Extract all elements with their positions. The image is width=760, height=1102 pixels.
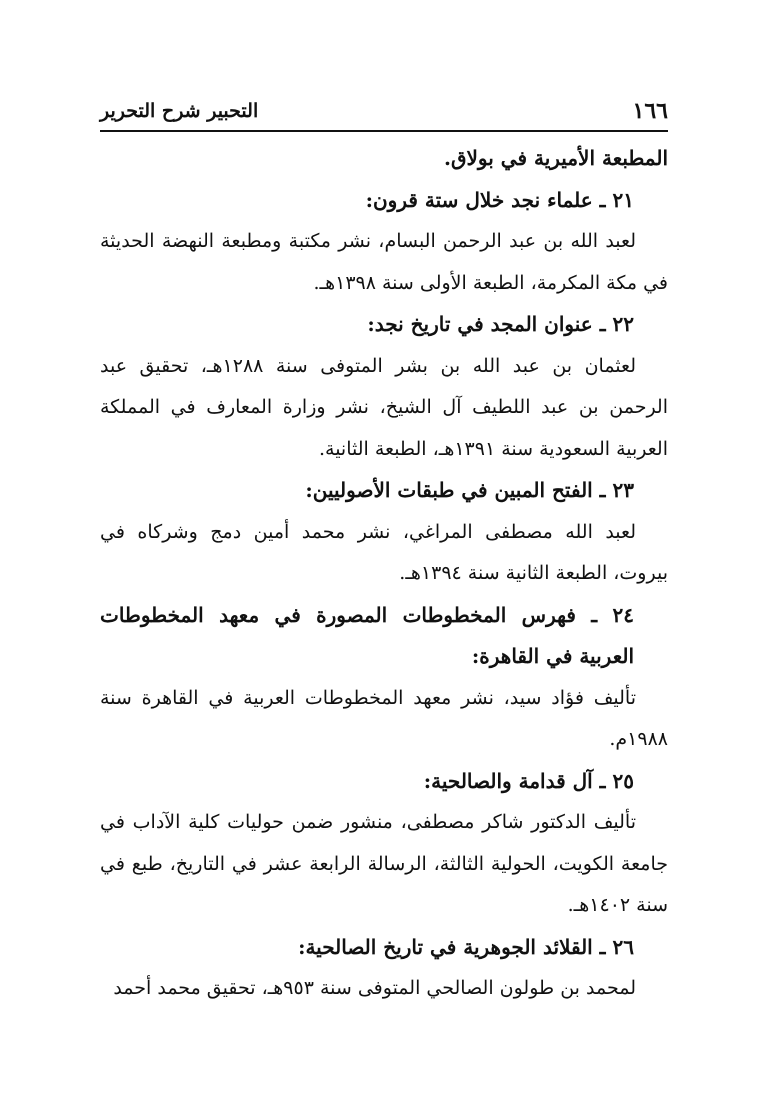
- entry-body-23: لعبد الله مصطفى المراغي، نشر محمد أمين دمج وشركاه في بيروت، الطبعة الثانية سنة ١٣٩٤هـ.: [100, 520, 668, 584]
- running-title: التحبير شرح التحرير: [100, 100, 259, 122]
- entry-heading-23: ٢٣ ـ الفتح المبين في طبقات الأصوليين:: [305, 478, 634, 502]
- entry-body-21: لعبد الله بن عبد الرحمن البسام، نشر مكتبة ومطبعة النهضة الحديثة في مكة المكرمة، الطبعة الأولى سنة ١٣٩٨هـ.: [100, 230, 668, 294]
- entry-heading-25: ٢٥ ـ آل قدامة والصالحية:: [423, 768, 634, 793]
- entry-body-24: تأليف فؤاد سيد، نشر معهد المخطوطات العربية في القاهرة سنة ١٩٨٨م.: [100, 686, 668, 750]
- page-number: ١٦٦: [632, 98, 668, 124]
- page-header: [100, 96, 668, 132]
- entry-heading-24: ٢٤ ـ فهرس المخطوطات المصورة في معهد المخطوطات العربية في القاهرة:: [100, 602, 634, 668]
- header-rule: [100, 130, 668, 132]
- entry-body-22: لعثمان بن عبد الله بن بشر المتوفى سنة ١٢٨٨هـ، تحقيق عبد الرحمن بن عبد اللطيف آل الشيخ، نشر وزارة المعارف في المملكة العربية السعودية سنة ١٣٩١هـ، الطبعة الثانية.: [100, 354, 668, 460]
- entry-heading-21: ٢١ ـ علماء نجد خلال ستة قرون:: [365, 187, 634, 212]
- continued-entry-text: المطبعة الأميرية في بولاق.: [444, 146, 668, 170]
- page-body: [100, 138, 668, 1010]
- entry-heading-22: ٢٢ ـ عنوان المجد في تاريخ نجد:: [367, 312, 634, 336]
- entry-body-25: تأليف الدكتور شاكر مصطفى، منشور ضمن حوليات كلية الآداب في جامعة الكويت، الحولية الثالثة، الرسالة الرابعة عشر في التاريخ، طبع في سنة ١٤٠٢هـ.: [100, 811, 668, 916]
- entry-heading-26: ٢٦ ـ القلائد الجوهرية في تاريخ الصالحية:: [298, 934, 634, 959]
- entry-body-26: لمحمد بن طولون الصالحي المتوفى سنة ٩٥٣هـ، تحقيق محمد أحمد: [113, 977, 636, 999]
